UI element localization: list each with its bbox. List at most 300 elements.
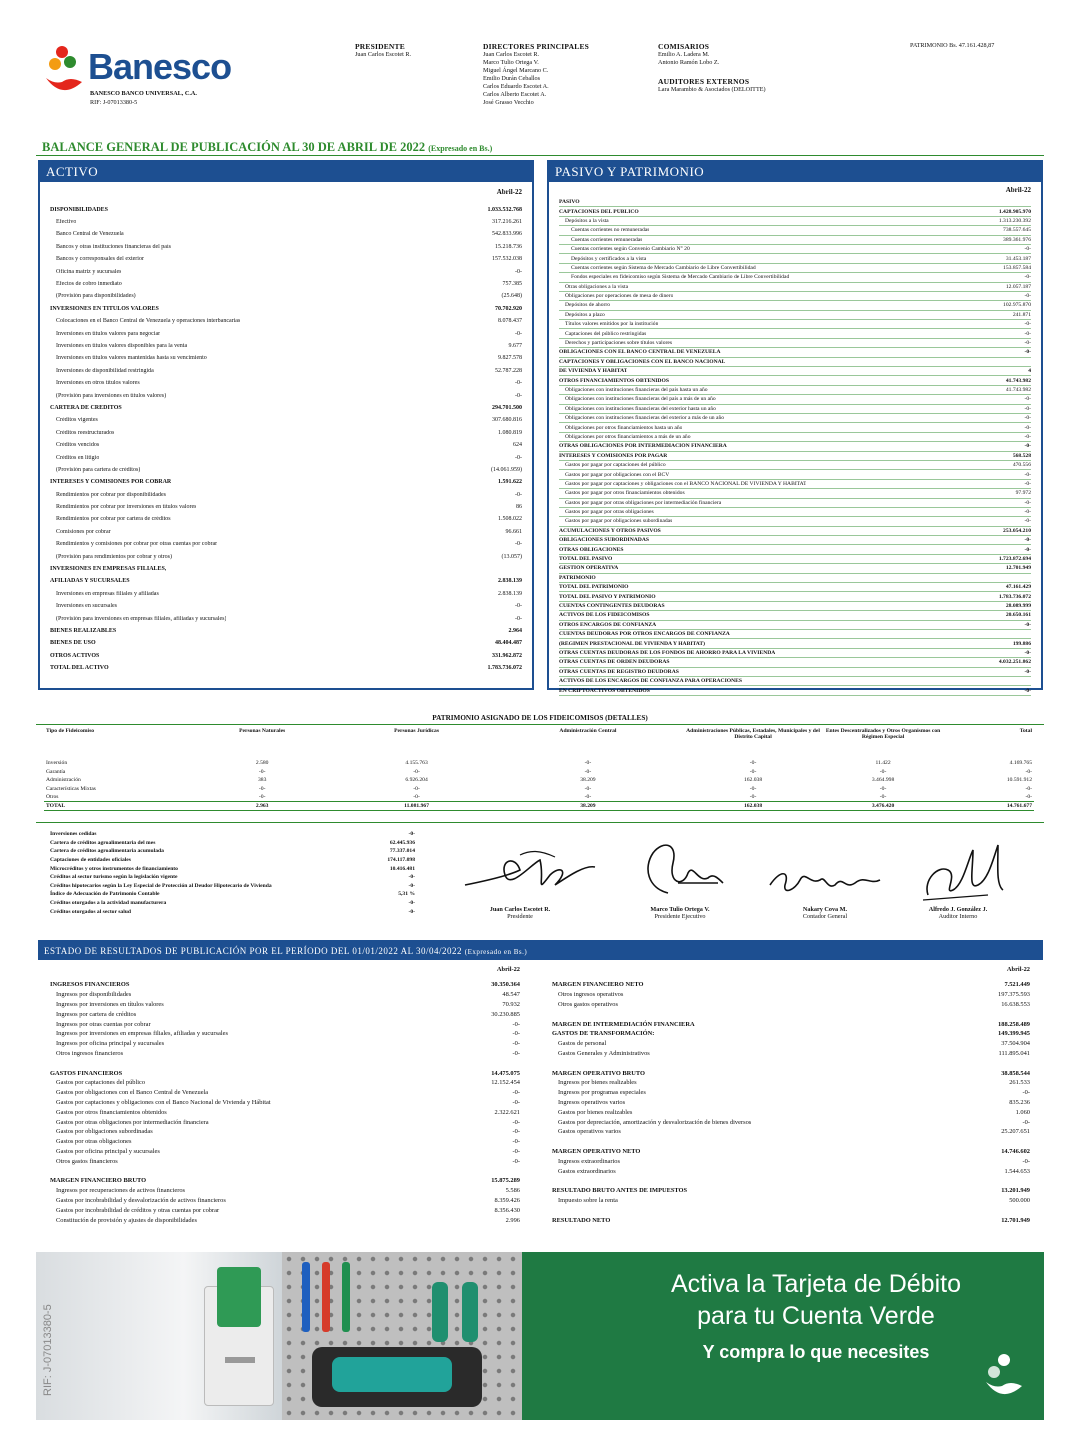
indicator-row <box>50 882 415 891</box>
table-cell: Administración <box>46 777 81 784</box>
row-value: 28.089.999 <box>1005 602 1031 609</box>
row-value: 48.404.487 <box>495 640 522 647</box>
line-item-row <box>552 1078 1030 1088</box>
row-value: -0- <box>1024 274 1031 281</box>
row-value: 389.361.976 <box>1003 236 1031 243</box>
row-value: -0- <box>512 1049 520 1057</box>
row-value: 568.528 <box>1012 452 1031 459</box>
table-row <box>44 776 1034 785</box>
line-item-row <box>50 1147 520 1157</box>
row-value: -0- <box>1024 349 1031 356</box>
indicator-value: -0- <box>408 874 415 881</box>
line-item-row <box>50 415 522 427</box>
line-item-row <box>552 1049 1030 1059</box>
line-item-row <box>559 320 1031 329</box>
row-label: Depósitos a plazo <box>565 311 605 318</box>
row-value: 317.216.261 <box>492 219 522 226</box>
row-value: 102.975.870 <box>1003 302 1031 309</box>
table-cell: Inversión <box>46 760 68 767</box>
row-label: MARGEN DE INTERMEDIACIÓN FINANCIERA <box>552 1020 695 1028</box>
banner-line2: para tu Cuenta Verde <box>697 1302 935 1330</box>
row-value: 14.475.075 <box>491 1069 520 1077</box>
row-label: Otros gastos financieros <box>56 1157 118 1165</box>
section-row <box>552 1019 1030 1029</box>
row-label: CAPTACIONES Y OBLIGACIONES CON EL BANCO NACIONAL <box>559 358 726 365</box>
row-value: 52.787.228 <box>495 367 522 374</box>
row-label: Colocaciones en el Banco Central de Venezuela y operaciones interbancarias <box>56 318 241 325</box>
directores-block <box>483 42 589 107</box>
director-name: Emilio Durán Ceballos <box>483 75 541 82</box>
section-row <box>50 303 522 315</box>
row-value: -0- <box>1024 340 1031 347</box>
row-value: 2.964 <box>508 627 522 634</box>
signature-4-icon <box>918 840 1008 910</box>
row-value: 1.428.905.970 <box>998 208 1031 215</box>
row-label: MARGEN FINANCIERO NETO <box>552 981 644 989</box>
line-item-row <box>559 433 1031 442</box>
line-item-row <box>559 461 1031 470</box>
row-value: -0- <box>515 603 522 610</box>
line-item-row <box>50 1205 520 1215</box>
row-value: 1.783.736.072 <box>487 665 522 672</box>
row-value: -0- <box>512 1147 520 1155</box>
section-row <box>50 638 522 650</box>
row-value: 2.996 <box>505 1216 520 1224</box>
section-row <box>552 1029 1030 1039</box>
row-label: Otras obligaciones a la vista <box>565 283 629 290</box>
table-cell: 6.926.204 <box>405 777 428 784</box>
row-label: Otros ingresos financieros <box>56 1049 124 1057</box>
signer-name: Marco Tulio Ortega V. <box>650 906 710 913</box>
company-name: BANESCO BANCO UNIVERSAL, C.A. <box>90 90 197 97</box>
table-cell: 4.155.763 <box>405 760 428 767</box>
director-name: Juan Carlos Escotet R. <box>483 51 540 58</box>
row-value: 9.827.578 <box>498 355 522 362</box>
row-label: Ingresos por inversiones en títulos valores <box>56 1000 164 1008</box>
balance-title-text: BALANCE GENERAL DE PUBLICACIÓN AL 30 DE ABRIL DE 2022 <box>42 140 426 154</box>
spacer <box>552 1058 1030 1068</box>
row-label: Rendimientos por cobrar por cartera de créditos <box>56 516 171 523</box>
row-label: Ingresos por recuperaciones de activos financieros <box>56 1187 186 1195</box>
line-item-row <box>50 601 522 613</box>
table-cell: -0- <box>879 794 887 800</box>
spacer <box>552 1009 1030 1019</box>
signer-role: Auditor Interno <box>938 913 978 920</box>
resultados-period: Abril-22 <box>1006 966 1030 973</box>
spacer <box>552 1205 1030 1215</box>
signer-name: Nakary Cova M. <box>802 906 848 913</box>
row-value: -0- <box>515 380 522 387</box>
row-label: Gastos por pagar por otros financiamientos obtenidos <box>565 490 685 497</box>
line-item-row <box>50 1186 520 1196</box>
col-header: Total <box>1019 728 1032 734</box>
row-value: 70.932 <box>502 1000 520 1008</box>
row-label: OTRAS CUENTAS DE ORDEN DEUDORAS <box>559 659 670 666</box>
indicator-row <box>50 839 415 848</box>
row-value: 757.385 <box>502 281 522 288</box>
indicator-row <box>50 907 415 916</box>
line-item-row <box>559 236 1031 245</box>
row-value: 8.356.430 <box>494 1206 520 1214</box>
row-label: ACUMULACIONES Y OTROS PASIVOS <box>559 527 661 534</box>
row-label: RESULTADO BRUTO ANTES DE IMPUESTOS <box>552 1187 688 1195</box>
row-value: 14.746.602 <box>1001 1147 1030 1155</box>
row-label: OTROS ACTIVOS <box>50 652 100 659</box>
row-label: CARTERA DE CRÉDITOS <box>50 404 122 411</box>
row-value: 149.399.945 <box>998 1030 1030 1038</box>
row-value: 37.504.904 <box>1001 1040 1030 1048</box>
pasivo-rows <box>559 198 1031 696</box>
indicator-row <box>50 873 415 882</box>
row-label: OTRAS CUENTAS DE REGISTRO DEUDORAS <box>559 668 679 675</box>
section-row <box>559 348 1031 357</box>
row-value: 12.701.949 <box>1001 1216 1030 1224</box>
director-name: Miguel Ángel Marcano C. <box>483 67 549 74</box>
indicator-label: Microcréditos y otros instrumentos de financiamiento <box>50 865 178 872</box>
line-item-row <box>559 517 1031 526</box>
indicator-row <box>50 864 415 873</box>
fideicomisos-table <box>44 727 1034 811</box>
resultados-left <box>50 966 520 1225</box>
row-value: -0- <box>1024 668 1031 675</box>
row-value: -0- <box>1024 546 1031 553</box>
row-value: -0- <box>1024 330 1031 337</box>
col-header: Entes Descentralizados y Otros Organismos con Régimen Especial <box>825 728 941 740</box>
row-value: -0- <box>515 491 522 498</box>
row-label: OBLIGACIONES SUBORDINADAS <box>559 537 649 544</box>
signer-name: Alfredo J. González J. <box>928 906 988 913</box>
line-item-row <box>50 229 522 241</box>
signature-block <box>760 906 890 920</box>
row-label: MARGEN OPERATIVO NETO <box>552 1147 641 1155</box>
row-label: GESTIÓN OPERATIVA <box>559 565 619 572</box>
table-cell: -0- <box>584 785 592 792</box>
section-row <box>552 980 1030 990</box>
line-item-row <box>50 452 522 464</box>
row-value: 2.322.621 <box>494 1108 520 1116</box>
line-item-row <box>50 1215 520 1225</box>
row-value: -0- <box>1024 405 1031 412</box>
row-value: 9.677 <box>508 342 522 349</box>
indicator-value: 62.445.936 <box>389 839 415 846</box>
row-label: Ingresos por inversiones en empresas filiales, afiliadas y sucursales <box>56 1030 228 1038</box>
row-value: 16.638.553 <box>1001 1000 1030 1008</box>
row-label: TOTAL DEL ACTIVO <box>50 665 109 672</box>
presidente-label: PRESIDENTE <box>355 42 405 51</box>
line-item-row <box>50 266 522 278</box>
line-item-row <box>50 464 522 476</box>
banner-photo-tools <box>282 1252 522 1420</box>
row-label: Ingresos por disponibilidades <box>56 991 132 999</box>
fideicomisos-title: PATRIMONIO ASIGNADO DE LOS FIDEICOMISOS (DETALLES) <box>432 714 648 722</box>
row-value: 31.453.187 <box>1005 255 1031 262</box>
row-value: 624 <box>513 442 522 449</box>
line-item-row <box>50 1117 520 1127</box>
line-item-row <box>559 217 1031 226</box>
row-label: OTRAS CUENTAS DEUDORAS DE LOS FONDOS DE AHORRO PARA LA VIVIENDA <box>559 649 776 656</box>
table-cell: 4.169.765 <box>1009 760 1032 767</box>
line-item-row <box>50 1156 520 1166</box>
section-row <box>50 402 522 414</box>
spacer <box>50 1166 520 1176</box>
indicator-label: Cartera de créditos agroalimentaria acumulada <box>50 848 164 855</box>
resultados-title-text: ESTADO DE RESULTADOS DE PUBLICACIÓN POR EL PERÍODO DEL 01/01/2022 AL 30/04/2022 <box>44 946 462 956</box>
resultados-right-rows <box>552 980 1030 1225</box>
row-label: Gastos por captaciones y obligaciones con el Banco Nacional de Vivienda y Hábitat <box>56 1098 271 1106</box>
row-label: Gastos operativos varios <box>558 1128 621 1136</box>
row-label: Cuentas corrientes según Convenio Cambiario N° 20 <box>571 246 690 253</box>
row-value: 1.060 <box>1015 1108 1030 1116</box>
row-label: MARGEN FINANCIERO BRUTO <box>50 1177 147 1185</box>
row-value: -0- <box>1024 518 1031 525</box>
line-item-row <box>559 226 1031 235</box>
row-label: Obligaciones con instituciones financieras del exterior a más de un año <box>565 415 725 422</box>
section-row <box>559 198 1031 207</box>
row-label: Oficina matriz y sucursales <box>56 268 122 275</box>
line-item-row <box>50 501 522 513</box>
line-item-row <box>50 291 522 303</box>
row-label: (Provisión para inversiones en títulos valores) <box>56 392 167 399</box>
row-label: Gastos por pagar por obligaciones subordinadas <box>565 518 673 525</box>
line-item-row <box>50 1127 520 1137</box>
section-row <box>559 555 1031 564</box>
row-value: 8.359.426 <box>494 1196 520 1204</box>
line-item-row <box>559 508 1031 517</box>
row-label: Ingresos por bienes realizables <box>558 1079 637 1087</box>
signature-block <box>455 906 585 920</box>
directores-label: DIRECTORES PRINCIPALES <box>483 42 590 51</box>
row-label: Obligaciones con instituciones financieras del país a más de un año <box>565 396 716 403</box>
table-cell: 383 <box>257 777 267 784</box>
table-cell: -0- <box>749 785 757 792</box>
comisario-name: Emilio A. Ladera M. <box>658 51 710 58</box>
indicator-row <box>50 890 415 899</box>
row-label: CUENTAS DEUDORAS POR OTROS ENCARGOS DE CONFIANZA <box>559 631 730 638</box>
line-item-row <box>50 353 522 365</box>
row-label: Inversiones en sucursales <box>56 603 117 610</box>
row-label: INVERSIONES EN EMPRESAS FILIALES, <box>50 566 167 573</box>
pasivo-period: Abril-22 <box>1005 186 1031 194</box>
line-item-row <box>50 328 522 340</box>
table-cell: -0- <box>584 760 592 767</box>
activo-rows <box>50 204 522 675</box>
row-label: Inversiones en otros títulos valores <box>56 380 140 387</box>
line-item-row <box>552 1000 1030 1010</box>
section-row <box>50 1068 520 1078</box>
row-value: -0- <box>1024 649 1031 656</box>
section-row <box>50 563 522 575</box>
row-value: 15.218.736 <box>495 243 522 250</box>
balance-title <box>42 140 492 155</box>
section-row <box>559 367 1031 376</box>
row-value: (13.057) <box>501 553 522 560</box>
resultados-period: Abril-22 <box>496 966 520 973</box>
table-cell: 3.476.420 <box>823 802 943 811</box>
line-item-row <box>50 340 522 352</box>
table-cell: 3.464.998 <box>871 777 895 784</box>
row-value: -0- <box>515 392 522 399</box>
table-cell: 38.209 <box>493 802 683 811</box>
pasivo-panel <box>547 160 1043 694</box>
row-label: Rendimientos por cobrar por disponibilidades <box>56 491 166 498</box>
table-cell: -0- <box>258 768 266 775</box>
row-label: Créditos reestructurados <box>56 429 115 436</box>
row-label: Obligaciones por otros financiamientos hasta un año <box>565 424 683 431</box>
pasivo-title: PASIVO Y PATRIMONIO <box>549 162 1041 182</box>
section-row <box>50 576 522 588</box>
director-name: Carlos Eduardo Escotet A. <box>483 83 549 90</box>
row-label: Gastos por obligaciones con el Banco Central de Venezuela <box>56 1089 209 1097</box>
row-label: Cuentas corrientes no remuneradas <box>571 227 650 234</box>
row-label: (Provisión para disponibilidades) <box>56 293 136 300</box>
row-value: -0- <box>1022 1089 1030 1097</box>
line-item-row <box>50 278 522 290</box>
table-row <box>44 793 1034 802</box>
line-item-row <box>50 990 520 1000</box>
resultados-title-note: (Expresado en Bs.) <box>464 948 528 956</box>
table-cell: -0- <box>258 785 266 792</box>
table-row <box>44 785 1034 794</box>
card-reader-icon <box>204 1286 274 1406</box>
row-label: Títulos valores emitidos por la institución <box>565 321 659 328</box>
row-value: -0- <box>1024 396 1031 403</box>
row-label: INVERSIONES EN TÍTULOS VALORES <box>50 305 159 312</box>
table-cell: -0- <box>749 794 757 800</box>
section-row <box>559 658 1031 667</box>
row-label: BIENES DE USO <box>50 640 96 647</box>
section-row <box>559 452 1031 461</box>
indicator-label: Captaciones de entidades oficiales <box>50 857 131 864</box>
indicator-label: Inversiones cedidas <box>50 831 97 838</box>
indicator-label: Créditos otorgados a la actividad manufacturera <box>50 900 167 907</box>
row-value: 1.080.819 <box>498 429 522 436</box>
row-label: Cuentas corrientes remuneradas <box>571 236 643 243</box>
section-row <box>559 686 1031 695</box>
row-label: Efectos de cobro inmediato <box>56 281 122 288</box>
row-value: -0- <box>512 1138 520 1146</box>
section-row <box>559 583 1031 592</box>
line-item-row <box>50 1196 520 1206</box>
table-total-row <box>44 802 1034 811</box>
row-value: 86 <box>516 504 522 511</box>
patrimonio-header: PATRIMONIO Bs. 47.161.428,87 <box>910 42 995 49</box>
row-value: 241.871 <box>1012 311 1031 318</box>
row-label: Inversiones en empresas filiales y afiliadas <box>56 590 159 597</box>
indicadores-list <box>50 830 415 916</box>
divider <box>36 155 1044 156</box>
line-item-row <box>50 1039 520 1049</box>
row-value: 470.556 <box>1012 462 1031 469</box>
row-value: 197.375.593 <box>998 991 1030 999</box>
table-cell: -0- <box>879 768 887 775</box>
row-label: GASTOS FINANCIEROS <box>50 1069 123 1077</box>
row-value: 12.701.949 <box>1005 565 1031 572</box>
line-item-row <box>559 292 1031 301</box>
banner-line3: Y compra lo que necesites <box>702 1342 930 1362</box>
row-label: Gastos por pagar por otras obligaciones <box>565 509 654 516</box>
table-cell: -0- <box>1025 785 1032 792</box>
line-item-row <box>552 1098 1030 1108</box>
row-label: MARGEN OPERATIVO BRUTO <box>552 1069 646 1077</box>
signer-role: Presidente Ejecutivo <box>654 913 706 920</box>
row-label: Gastos por otras obligaciones por intermediación financiera <box>56 1118 209 1126</box>
row-label: Inversiones de disponibilidad restringida <box>56 367 154 374</box>
row-label: Ingresos operativos varios <box>558 1098 626 1106</box>
row-label: BIENES REALIZABLES <box>50 627 117 634</box>
row-label: Créditos en litigio <box>56 454 100 461</box>
row-value: 20.650.161 <box>1005 612 1031 619</box>
section-row <box>50 980 520 990</box>
resultados-title <box>38 942 1043 960</box>
divider <box>36 822 1044 823</box>
line-item-row <box>559 254 1031 263</box>
row-label: Ingresos por programas especiales <box>558 1089 646 1097</box>
section-row <box>559 527 1031 536</box>
promo-banner[interactable] <box>36 1252 1044 1420</box>
row-value: 30.230.885 <box>491 1010 520 1018</box>
section-row <box>552 1147 1030 1157</box>
row-value: -0- <box>515 541 522 548</box>
row-label: DISPONIBILIDADES <box>50 206 109 213</box>
line-item-row <box>559 311 1031 320</box>
row-value: 48.547 <box>502 991 520 999</box>
section-row <box>50 650 522 662</box>
balance-title-note: (Expresado en Bs.) <box>428 144 493 153</box>
table-cell: Otros <box>46 794 59 800</box>
row-label: OTROS ENCARGOS DE CONFIANZA <box>559 621 657 628</box>
row-label: Gastos por obligaciones subordinadas <box>56 1128 153 1136</box>
row-value: 1.723.872.694 <box>998 556 1031 563</box>
row-value: -0- <box>515 615 522 622</box>
section-row <box>559 630 1031 639</box>
row-label: Otros ingresos operativos <box>558 991 624 999</box>
table-cell: 38.209 <box>580 777 596 784</box>
line-item-row <box>50 1000 520 1010</box>
row-value: 331.962.872 <box>492 652 522 659</box>
row-label: GASTOS DE TRANSFORMACIÓN: <box>552 1030 655 1038</box>
row-label: (Provisión para inversiones en empresas filiales, afiliadas y sucursales) <box>56 615 227 622</box>
row-label: (Provisión para rendimientos por cobrar y otros) <box>56 553 172 560</box>
signature-3-icon <box>765 855 885 905</box>
line-item-row <box>50 316 522 328</box>
section-row <box>50 662 522 674</box>
section-row <box>559 677 1031 686</box>
table-cell: Características Mixtas <box>46 785 96 792</box>
row-label: (Provisión para cartera de créditos) <box>56 466 141 473</box>
row-label: Inversiones en títulos valores disponibles para la venta <box>56 342 188 349</box>
row-label: Rendimientos por cobrar por inversiones en títulos valores <box>56 504 197 511</box>
row-value: 1.783.736.072 <box>998 593 1031 600</box>
row-value: -0- <box>1024 433 1031 440</box>
row-label: Créditos vencidos <box>56 442 100 449</box>
row-label: DE VIVIENDA Y HÁBITAT <box>559 368 628 375</box>
row-label: Inversiones en títulos valores mantenidas hasta su vencimiento <box>56 355 207 362</box>
signature-1-icon <box>460 845 600 905</box>
row-value: -0- <box>512 1098 520 1106</box>
col-header: Tipo de Fideicomiso <box>46 728 95 734</box>
activo-period: Abril-22 <box>496 188 522 196</box>
section-row <box>559 564 1031 573</box>
row-value: -0- <box>1024 621 1031 628</box>
table-cell: 11.081.967 <box>340 802 492 811</box>
row-value: -0- <box>1024 293 1031 300</box>
table-cell: -0- <box>413 785 420 792</box>
line-item-row <box>559 489 1031 498</box>
section-row <box>50 625 522 637</box>
indicator-value: -0- <box>408 882 415 889</box>
auditores-name: Lara Marambio & Asociados (DELOITTE) <box>658 86 766 93</box>
row-value: 13.201.949 <box>1001 1187 1030 1195</box>
